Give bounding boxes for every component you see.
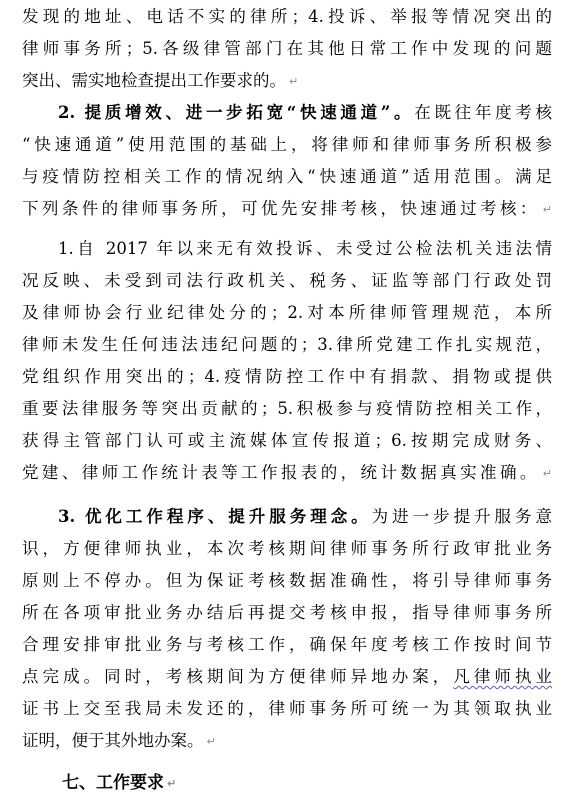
text-run: 原则上不停办。但为保证考核数据准确性，将引导律师事务 <box>22 571 552 590</box>
text-line <box>22 162 552 192</box>
text-line <box>22 2 552 32</box>
text-run: 与疫情防控相关工作的情况纳入“快速通道”适用范围。满足 <box>22 167 552 186</box>
text-line <box>22 266 552 296</box>
text-run: 识，方便律师执业，本次考核期间律师事务所行政审批业务 <box>22 539 552 558</box>
text-line <box>22 630 552 660</box>
bold-text: 3. 优化工作程序、提升服务理念。 <box>58 507 372 526</box>
text-line <box>22 566 552 596</box>
paragraph-mark-icon: ↵ <box>167 776 177 790</box>
text-run: 证书上交至我局未发还的，律师事务所可统一为其领取执业 <box>22 699 552 718</box>
text-line <box>58 234 552 264</box>
text-line <box>22 34 552 64</box>
text-line <box>22 458 552 488</box>
text-run: 为进一步提升服务意 <box>371 507 552 526</box>
paragraph-mark-icon: ↵ <box>289 74 299 88</box>
text-line <box>22 662 552 692</box>
text-run: 在既往年度考核 <box>414 103 553 122</box>
paragraph-mark-icon: ↵ <box>206 734 216 748</box>
spellcheck-underlined-text: 凡律师执业 <box>453 667 553 686</box>
text-run: 点完成。同时，考核期间为方便律师异地办案， <box>22 667 454 686</box>
text-run: 况反映、未受到司法行政机关、税务、证监等部门行政处罚 <box>22 271 552 290</box>
chapter-heading <box>62 768 572 798</box>
section-heading-line <box>58 502 552 532</box>
text-run: 所在各项审批业务办结后再提交考核申报，指导律师事务所 <box>22 603 552 622</box>
text-line <box>22 426 552 456</box>
text-run: 党建、律师工作统计表等工作报表的，统计数据真实准确。 <box>22 463 540 482</box>
text-run: 党组织作用突出的；4.疫情防控工作中有捐款、捐物或提供 <box>22 367 552 386</box>
paragraph-mark-icon: ↵ <box>542 202 552 216</box>
text-run: “快速通道”使用范围的基础上，将律师和律师事务所积极参 <box>22 135 552 154</box>
section-heading-line <box>58 98 552 128</box>
text-run: 合理安排审批业务与考核工作，确保年度考核工作按时间节 <box>22 635 552 654</box>
text-line <box>22 66 552 96</box>
text-run: 突出、需实地检查提出工作要求的。 <box>22 71 286 90</box>
text-run: 1.自 2017 年以来无有效投诉、未受过公检法机关违法情 <box>58 239 552 258</box>
text-run: 下列条件的律师事务所，可优先安排考核，快速通过考核： <box>22 199 540 218</box>
text-run: 律师事务所；5.各级律管部门在其他日常工作中发现的问题 <box>22 39 552 58</box>
text-line <box>22 394 552 424</box>
text-run: 律师未发生任何违法违纪问题的；3.律所党建工作扎实规范， <box>22 335 552 354</box>
text-run: 发现的地址、电话不实的律所；4.投诉、举报等情况突出的 <box>22 7 552 26</box>
text-run: 及律师协会行业纪律处分的；2.对本所律师管理规范，本所 <box>22 303 552 322</box>
text-line <box>22 694 552 724</box>
text-line <box>22 194 552 224</box>
text-line <box>22 534 552 564</box>
text-run: 证明，便于其外地办案。 <box>22 731 204 750</box>
text-run: 七、工作要求 <box>62 773 164 793</box>
text-line <box>22 298 552 328</box>
text-line <box>22 362 552 392</box>
text-line <box>22 130 552 160</box>
bold-text: 2. 提质增效、进一步拓宽“快速通道”。 <box>58 103 415 122</box>
paragraph-mark-icon: ↵ <box>542 466 552 480</box>
text-run: 获得主管部门认可或主流媒体宣传报道；6.按期完成财务、 <box>22 431 552 450</box>
text-run: 重要法律服务等突出贡献的；5.积极参与疫情防控相关工作， <box>22 399 552 418</box>
text-line <box>22 598 552 628</box>
text-line <box>22 330 552 360</box>
text-line <box>22 726 552 756</box>
